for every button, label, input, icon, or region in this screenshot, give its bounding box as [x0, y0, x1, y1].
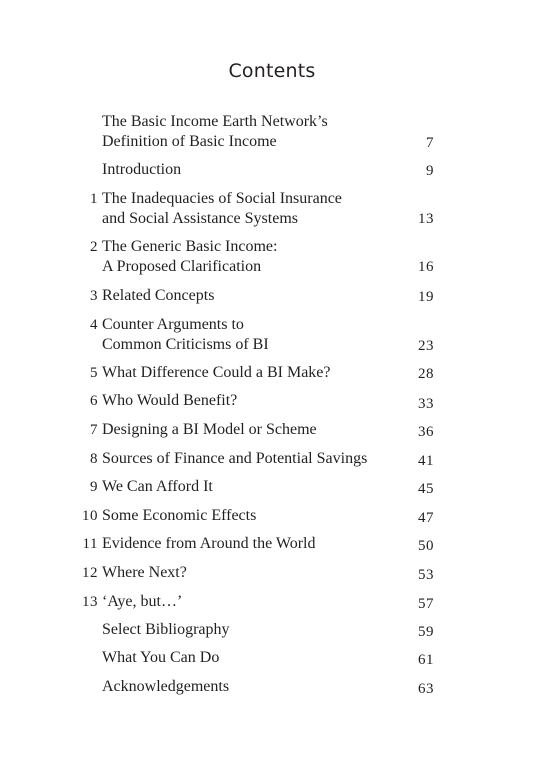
chapter-number: 3 — [90, 288, 98, 304]
page-number: 16 — [418, 259, 434, 275]
page-number: 53 — [418, 567, 434, 583]
page-number: 57 — [418, 596, 434, 612]
page-number: 50 — [418, 538, 434, 554]
entry-title: The Basic Income Earth Network’s Definition of Basic Income — [102, 113, 328, 150]
page-number: 19 — [418, 289, 434, 305]
page-number: 63 — [418, 681, 434, 697]
entry-title: Where Next? — [102, 564, 187, 581]
entry-title: We Can Afford It — [102, 478, 213, 495]
page-number: 45 — [418, 481, 434, 497]
entry-title: Introduction — [102, 161, 182, 178]
page-number: 41 — [418, 453, 434, 469]
entry-title: Who Would Benefit? — [102, 392, 238, 409]
entry-title: The Generic Basic Income: A Proposed Clarification — [102, 238, 278, 275]
chapter-number: 9 — [90, 479, 98, 495]
entry-title: Acknowledgements — [102, 678, 230, 695]
entry-title: Select Bibliography — [102, 621, 230, 638]
entry-title: Related Concepts — [102, 287, 215, 304]
page-number: 7 — [426, 135, 434, 151]
page-number: 47 — [418, 510, 434, 526]
page-number: 13 — [418, 211, 434, 227]
page-number: 28 — [418, 366, 434, 382]
entry-title: ‘Aye, but…’ — [102, 593, 183, 610]
entry-title: What You Can Do — [102, 649, 220, 666]
page-number: 59 — [418, 624, 434, 640]
entry-title: Some Economic Effects — [102, 507, 257, 524]
entry-title: Designing a BI Model or Scheme — [102, 421, 317, 438]
entry-title: The Inadequacies of Social Insurance and Social Assistance Systems — [102, 190, 342, 227]
page-number: 61 — [418, 652, 434, 668]
page-number: 23 — [418, 338, 434, 354]
chapter-number: 10 — [82, 508, 98, 524]
chapter-number: 4 — [90, 317, 98, 333]
entry-title: What Difference Could a BI Make? — [102, 364, 331, 381]
entry-title: Sources of Finance and Potential Savings — [102, 450, 368, 467]
entry-title: Counter Arguments to Common Criticisms of BI — [102, 316, 269, 353]
chapter-number: 13 — [82, 594, 98, 610]
chapter-number: 5 — [90, 365, 98, 381]
page-number: 36 — [418, 424, 434, 440]
chapter-number: 11 — [82, 536, 98, 552]
chapter-number: 8 — [90, 451, 98, 467]
entry-title: Evidence from Around the World — [102, 535, 316, 552]
chapter-number: 12 — [82, 565, 98, 581]
page-number: 33 — [418, 396, 434, 412]
chapter-number: 6 — [90, 393, 98, 409]
page-title: Contents — [228, 60, 316, 82]
chapter-number: 1 — [90, 191, 98, 207]
chapter-number: 7 — [90, 422, 98, 438]
chapter-number: 2 — [90, 239, 98, 255]
page-number: 9 — [426, 163, 434, 179]
